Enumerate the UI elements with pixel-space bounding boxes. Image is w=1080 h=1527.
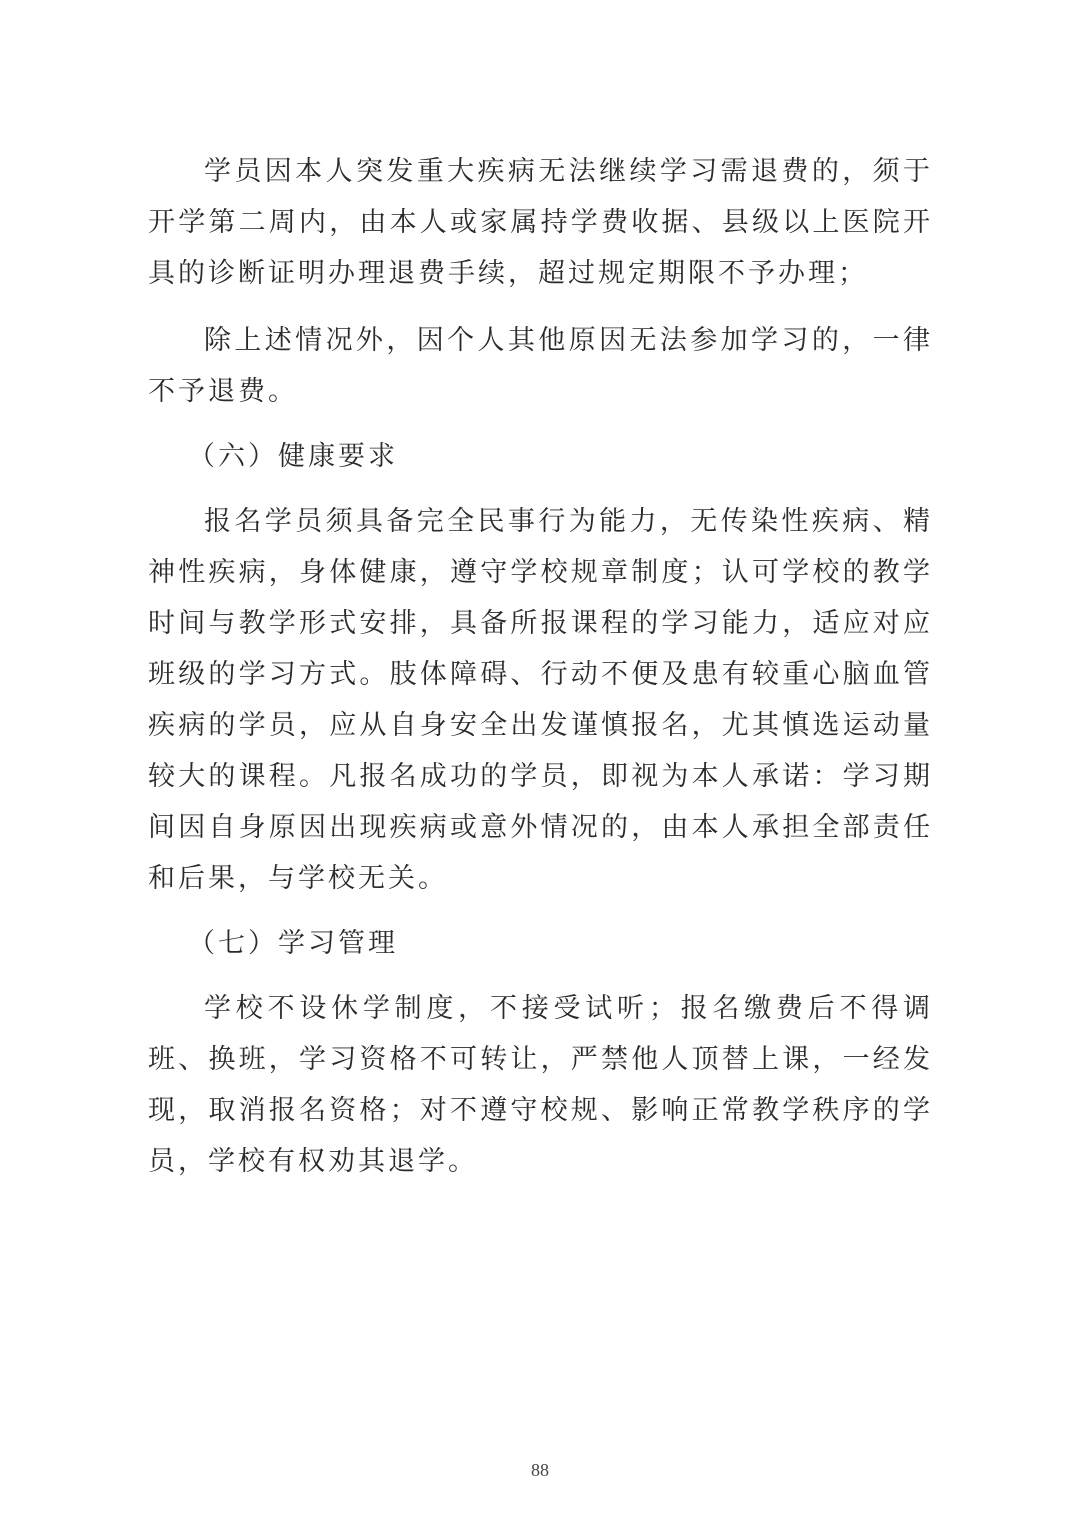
paragraph-health-requirements: 报名学员须具备完全民事行为能力，无传染性疾病、精神性疾病，身体健康，遵守学校规章制度；认可学校的教学时间与教学形式安排，具备所报课程的学习能力，适应对应班级的学习方式。肢体障碍、行动不便及患有较重心脑血管疾病的学员，应从自身安全出发谨慎报名，尤其慎选运动量较大的课程。凡报名成功的学员，即视为本人承诺：学习期间因自身原因出现疾病或意外情况的，由本人承担全部责任和后果，与学校无关。 xyxy=(148,506,933,894)
page-body xyxy=(148,146,933,1187)
paragraph-study-management: 学校不设休学制度，不接受试听；报名缴费后不得调班、换班，学习资格不可转让，严禁他人顶替上课，一经发现，取消报名资格；对不遵守校规、影响正常教学秩序的学员，学校有权劝其退学。 xyxy=(148,993,933,1177)
page-number: 88 xyxy=(531,1460,549,1480)
paragraph-refund-illness: 学员因本人突发重大疾病无法继续学习需退费的，须于开学第二周内，由本人或家属持学费收据、县级以上医院开具的诊断证明办理退费手续，超过规定期限不予办理； xyxy=(148,156,933,289)
section-heading-management: （七）学习管理 xyxy=(188,928,398,959)
paragraph-no-refund: 除上述情况外，因个人其他原因无法参加学习的，一律不予退费。 xyxy=(148,325,933,407)
section-heading-health: （六）健康要求 xyxy=(188,441,398,472)
